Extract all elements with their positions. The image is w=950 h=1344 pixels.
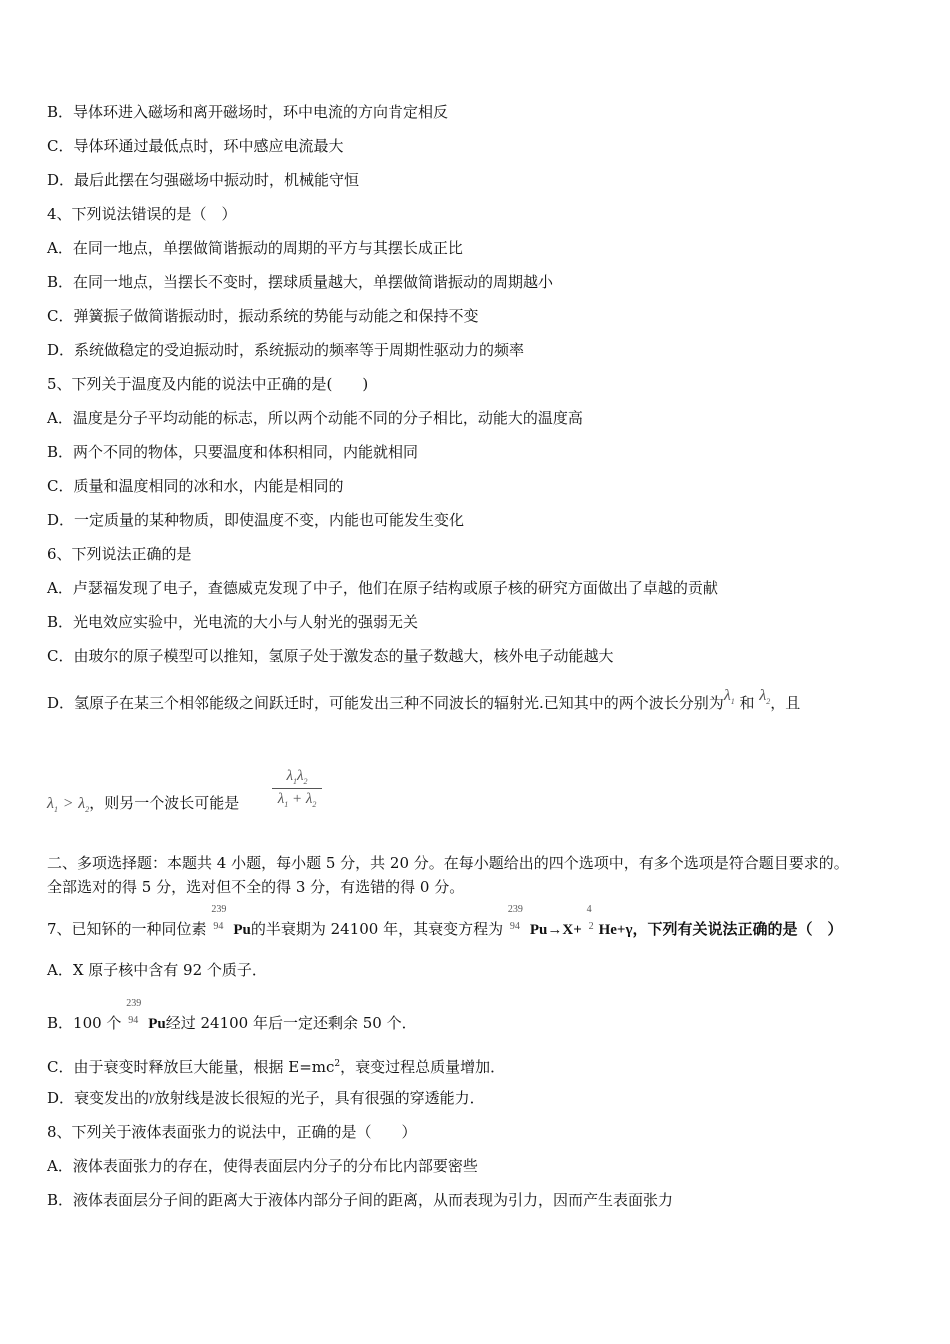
gamma-symbol: γ [149,1089,155,1104]
fraction-bar [272,788,322,789]
question-8: 8、下列关于液体表面张力的说法中，正确的是（ ） [47,1123,417,1141]
lambda2-symbol: $\lambda_2$ [78,795,90,815]
q7d-text-1: D．衰变发出的 [47,1089,150,1107]
q6-option-d [47,687,801,720]
wavelength-fraction [272,768,322,809]
q6d-and: 和 [739,694,755,712]
q6-option-c: C．由玻尔的原子模型可以推知，氢原子处于激发态的量子数越大，核外电子动能越大 [47,647,614,665]
q7-option-a: A．X 原子核中含有 92 个质子． [47,961,267,979]
fraction-denominator: $\lambda_1 + \lambda_2$ [277,791,317,809]
section-2-heading: 二、多项选择题：本题共 4 小题，每小题 5 分，共 20 分。在每小题给出的四个选项中，有多个选项是符合题目要求的。 [47,854,849,872]
q6-option-a: A．卢瑟福发现了电子，查德威克发现了中子，他们在原子结构或原子核的研究方面做出了卓越的贡献 [47,579,718,597]
q7c-text-1: C．由于衰变时释放巨大能量，根据 E=mc [47,1058,335,1076]
option-d-line: D．最后此摆在匀强磁场中振动时，机械能守恒 [47,171,360,189]
q5-option-b: B．两个不同的物体，只要温度和体积相同，内能就相同 [47,443,419,461]
q7-text-1: 7、已知钚的一种同位素 [47,920,207,938]
q6d-text-2: ，则另一个波长可能是 [89,794,240,812]
pu-symbol-2: Pu [529,922,548,938]
q8-option-b: B．液体表面层分子间的距离大于液体内部分子间的距离，从而表现为引力，因而产生表面张力 [47,1191,674,1209]
q6-option-d-continued [47,793,239,820]
q7-arrow-x: →X+ [547,922,582,938]
option-b-line: B．导体环进入磁场和离开磁场时，环中电流的方向肯定相反 [47,103,449,121]
q6d-end: ，且 [770,694,801,712]
q5-option-c: C．质量和温度相同的冰和水，内能是相同的 [47,477,344,495]
q7-option-d [47,1088,485,1110]
q7c-text-2: ，衰变过程总质量增加． [340,1058,506,1076]
pu-isotope-3: 239 94 [126,998,142,1026]
question-7 [47,904,843,940]
lambda1-symbol: $\lambda_1$ [47,795,58,815]
q7-option-b [47,998,417,1034]
lambda2-symbol: $\lambda_2$ [759,687,771,707]
q7c-superscript: 2 [334,1059,341,1069]
pu-isotope: 239 94 [211,904,227,932]
lambda1-symbol: $\lambda_1$ [723,687,735,707]
he-isotope: 4 2 [586,904,594,932]
q4-option-b: B．在同一地点，当摆长不变时，摆球质量越大，单摆做简谐振动的周期越小 [47,273,554,291]
greater-than: > [62,795,74,812]
q7-text-2: 的半衰期为 24100 年，其衰变方程为 [250,920,504,938]
q4-option-c: C．弹簧振子做简谐振动时，振动系统的势能与动能之和保持不变 [47,307,479,325]
fraction-numerator: $\lambda_1\lambda_2$ [286,768,308,786]
question-6: 6、下列说法正确的是 [47,545,192,563]
q7-text-4: He+γ，下列有关说法正确的是（ ） [598,922,843,938]
q5-option-a: A．温度是分子平均动能的标志，所以两个动能不同的分子相比，动能大的温度高 [47,409,583,427]
section-2-scoring: 全部选对的得 5 分，选对但不全的得 3 分，有选错的得 0 分。 [47,878,465,896]
q4-option-a: A．在同一地点，单摆做简谐振动的周期的平方与其摆长成正比 [47,239,463,257]
q7d-text-2: 放射线是波长很短的光子，具有很强的穿透能力． [154,1089,485,1107]
q4-option-d: D．系统做稳定的受迫振动时，系统振动的频率等于周期性驱动力的频率 [47,341,525,359]
q8-option-a: A．液体表面张力的存在，使得表面层内分子的分布比内部要密些 [47,1157,478,1175]
q7b-text-1: B．100 个 [47,1014,122,1032]
q6-option-b: B．光电效应实验中，光电流的大小与人射光的强弱无关 [47,613,419,631]
q5-option-d: D．一定质量的某种物质，即使温度不变，内能也可能发生变化 [47,511,465,529]
pu-symbol-3: Pu [148,1016,166,1032]
q6d-text: D．氢原子在某三个相邻能级之间跃迁时，可能发出三种不同波长的辐射光.已知其中的两个波长分别为 [47,694,724,712]
option-c-line: C．导体环通过最低点时，环中感应电流最大 [47,137,344,155]
q7b-text-2: 经过 24100 年后一定还剩余 50 个． [165,1014,417,1032]
pu-isotope-2: 239 94 [507,904,523,932]
question-5: 5、下列关于温度及内能的说法中正确的是( ) [47,375,369,393]
q7-option-c [47,1054,505,1077]
pu-symbol: Pu [233,922,251,938]
question-4: 4、下列说法错误的是（ ） [47,205,237,223]
